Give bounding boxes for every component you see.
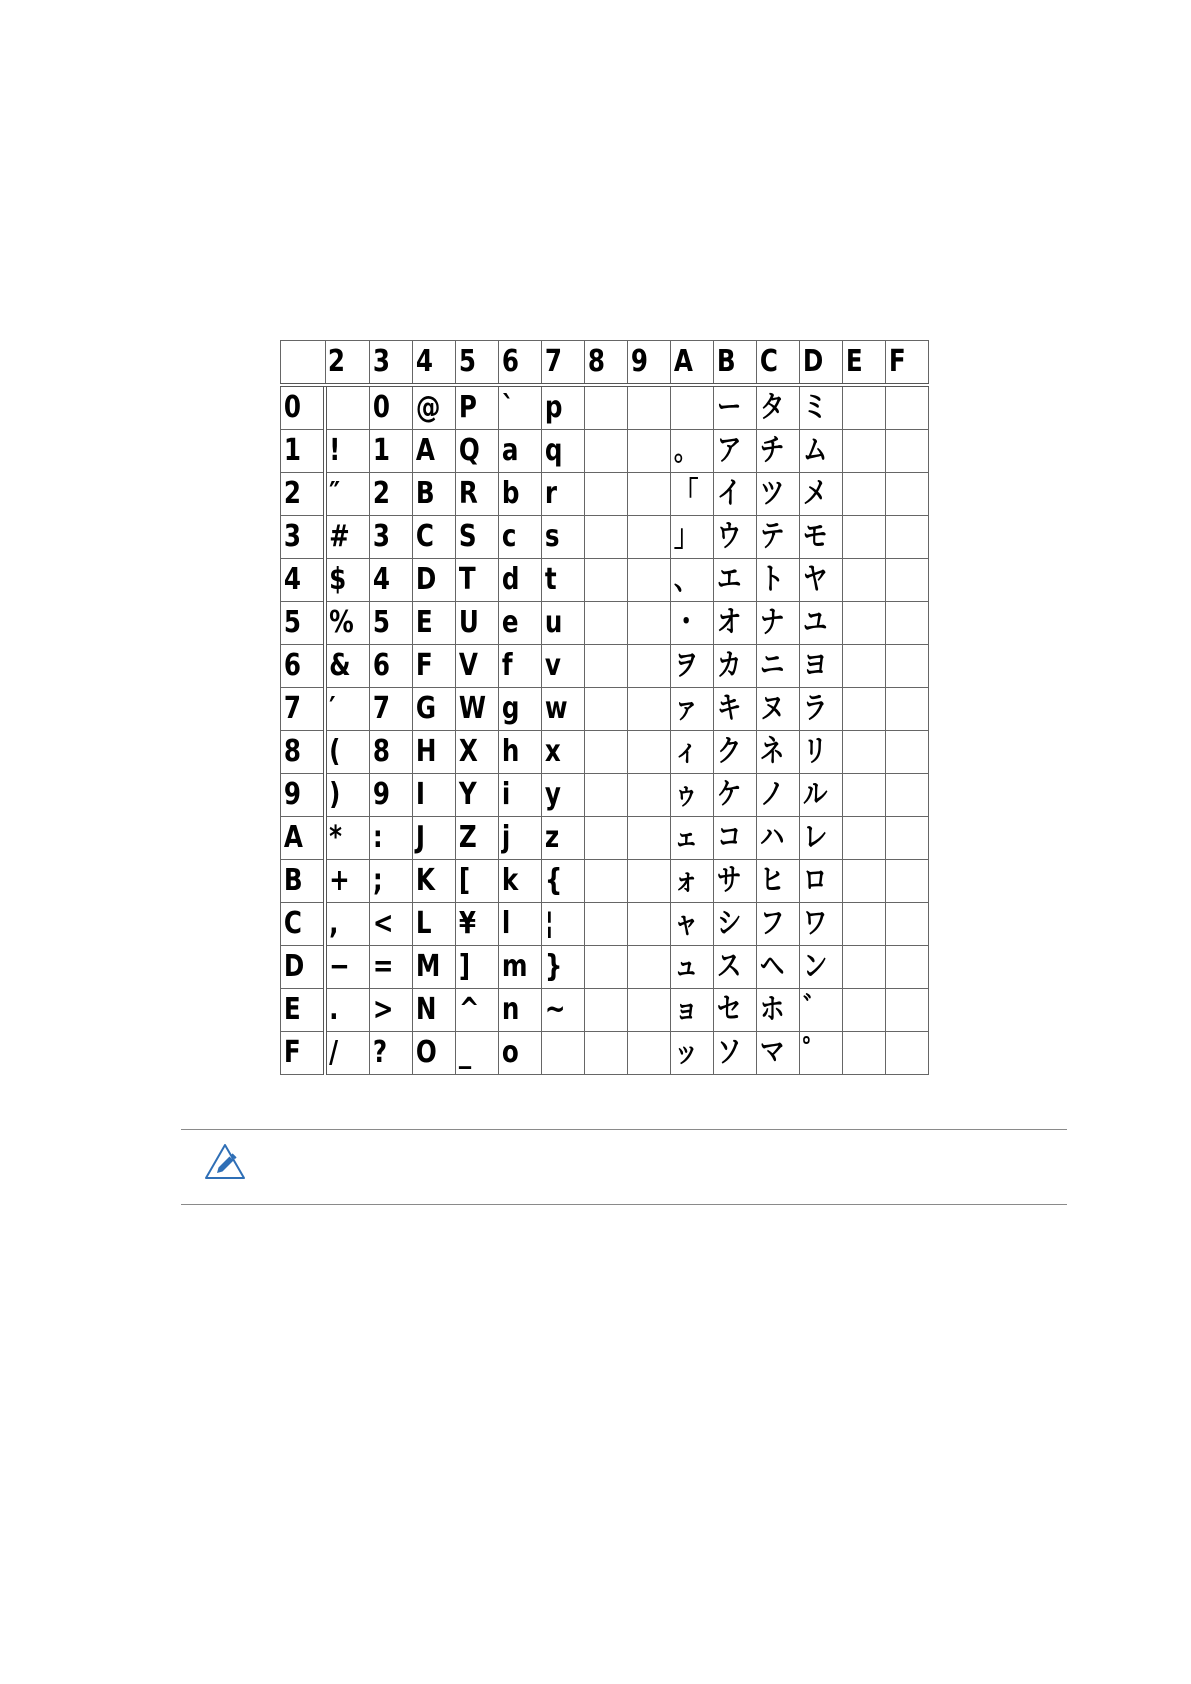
char-cell: ユ <box>800 602 835 645</box>
char-cell: ¥ <box>456 903 491 946</box>
char-cell: k <box>499 860 534 903</box>
char-cell: テ <box>757 516 792 559</box>
char-cell: ー <box>714 385 749 430</box>
table-row <box>281 516 929 559</box>
row-header: B <box>281 860 317 903</box>
char-cell: 5 <box>370 602 405 645</box>
char-cell: M <box>413 946 448 989</box>
char-cell: 9 <box>370 774 405 817</box>
char-cell: f <box>499 645 534 688</box>
pencil-note-icon <box>203 1142 247 1182</box>
char-cell: Z <box>456 817 491 860</box>
char-cell <box>628 516 663 559</box>
char-cell <box>585 731 620 774</box>
char-cell: n <box>499 989 534 1032</box>
table-row <box>281 645 929 688</box>
char-cell <box>843 430 878 473</box>
table-row <box>281 860 929 903</box>
char-cell: x <box>542 731 577 774</box>
char-cell: ′ <box>325 688 361 731</box>
char-cell: ? <box>370 1032 405 1075</box>
char-cell: − <box>325 946 361 989</box>
char-cell: ″ <box>325 473 361 516</box>
char-cell: b <box>499 473 534 516</box>
char-cell: ゥ <box>671 774 706 817</box>
char-cell: h <box>499 731 534 774</box>
char-cell: L <box>413 903 448 946</box>
char-cell <box>585 774 620 817</box>
table-row <box>281 817 929 860</box>
char-cell: A <box>413 430 448 473</box>
char-cell <box>886 1032 921 1075</box>
char-cell: ス <box>714 946 749 989</box>
char-cell: V <box>456 645 491 688</box>
char-cell: p <box>542 385 577 430</box>
char-cell: q <box>542 430 577 473</box>
char-cell <box>325 385 361 430</box>
char-cell: ¦ <box>542 903 577 946</box>
char-cell: . <box>325 989 361 1032</box>
char-cell: w <box>542 688 577 731</box>
char-cell <box>886 688 921 731</box>
char-cell <box>886 602 921 645</box>
char-cell <box>843 903 878 946</box>
char-cell: e <box>499 602 534 645</box>
char-cell <box>843 559 878 602</box>
char-cell: シ <box>714 903 749 946</box>
char-cell: オ <box>714 602 749 645</box>
column-header: 9 <box>628 341 663 386</box>
char-cell: 4 <box>370 559 405 602</box>
char-cell: H <box>413 731 448 774</box>
table-row <box>281 731 929 774</box>
table-row <box>281 989 929 1032</box>
char-cell <box>886 385 921 430</box>
char-cell: % <box>325 602 361 645</box>
char-cell <box>585 516 620 559</box>
char-cell: ャ <box>671 903 706 946</box>
row-header: 5 <box>281 602 317 645</box>
char-cell: a <box>499 430 534 473</box>
char-cell: ン <box>800 946 835 989</box>
char-cell <box>886 817 921 860</box>
table-row <box>281 946 929 989</box>
char-cell <box>886 774 921 817</box>
char-cell: メ <box>800 473 835 516</box>
char-cell: 7 <box>370 688 405 731</box>
char-cell: t <box>542 559 577 602</box>
char-cell: s <box>542 516 577 559</box>
row-header: 1 <box>281 430 317 473</box>
char-cell: = <box>370 946 405 989</box>
char-cell: v <box>542 645 577 688</box>
row-header: 7 <box>281 688 317 731</box>
char-cell: o <box>499 1032 534 1075</box>
char-cell <box>628 430 663 473</box>
char-cell: ォ <box>671 860 706 903</box>
char-cell: リ <box>800 731 835 774</box>
char-cell: ` <box>499 385 534 430</box>
char-cell: ・ <box>671 602 706 645</box>
char-cell <box>886 860 921 903</box>
char-cell: c <box>499 516 534 559</box>
char-cell: セ <box>714 989 749 1032</box>
char-cell: y <box>542 774 577 817</box>
char-cell: ; <box>370 860 405 903</box>
char-cell: ニ <box>757 645 792 688</box>
char-cell: : <box>370 817 405 860</box>
char-cell <box>886 559 921 602</box>
char-cell: サ <box>714 860 749 903</box>
char-cell: ヨ <box>800 645 835 688</box>
char-cell: ヒ <box>757 860 792 903</box>
row-header: 3 <box>281 516 317 559</box>
char-cell: ネ <box>757 731 792 774</box>
char-cell: u <box>542 602 577 645</box>
char-cell <box>585 946 620 989</box>
char-cell <box>843 645 878 688</box>
column-header: F <box>886 341 921 386</box>
char-cell: 」 <box>671 516 706 559</box>
char-cell: , <box>325 903 361 946</box>
char-cell: ラ <box>800 688 835 731</box>
char-cell: G <box>413 688 448 731</box>
char-cell <box>585 559 620 602</box>
char-cell: } <box>542 946 577 989</box>
char-cell: エ <box>714 559 749 602</box>
table-row <box>281 602 929 645</box>
char-cell <box>843 731 878 774</box>
table-row <box>281 1032 929 1075</box>
char-cell <box>886 645 921 688</box>
char-cell: @ <box>413 385 448 430</box>
char-cell: ハ <box>757 817 792 860</box>
char-cell: X <box>456 731 491 774</box>
char-cell <box>628 559 663 602</box>
char-cell: S <box>456 516 491 559</box>
char-cell: U <box>456 602 491 645</box>
char-cell: チ <box>757 430 792 473</box>
char-cell: 2 <box>370 473 405 516</box>
column-header: 5 <box>456 341 491 386</box>
row-header: 8 <box>281 731 317 774</box>
char-cell: m <box>499 946 534 989</box>
row-header: 6 <box>281 645 317 688</box>
char-cell <box>628 946 663 989</box>
row-header: 4 <box>281 559 317 602</box>
char-cell <box>585 645 620 688</box>
char-cell <box>843 946 878 989</box>
char-cell: # <box>325 516 361 559</box>
char-cell: T <box>456 559 491 602</box>
char-cell: $ <box>325 559 361 602</box>
char-cell: J <box>413 817 448 860</box>
char-cell: F <box>413 645 448 688</box>
char-cell <box>585 817 620 860</box>
char-cell: イ <box>714 473 749 516</box>
char-cell: マ <box>757 1032 792 1075</box>
char-cell: ) <box>325 774 361 817</box>
char-cell <box>628 731 663 774</box>
column-header: C <box>757 341 792 386</box>
column-header: 3 <box>370 341 405 386</box>
char-cell <box>628 688 663 731</box>
char-cell: 。 <box>671 430 706 473</box>
char-cell: O <box>413 1032 448 1075</box>
char-cell <box>628 385 663 430</box>
char-cell <box>585 385 620 430</box>
column-header: E <box>843 341 878 386</box>
char-cell: N <box>413 989 448 1032</box>
table-row <box>281 385 929 430</box>
char-cell <box>843 774 878 817</box>
row-header: 2 <box>281 473 317 516</box>
char-cell <box>585 1032 620 1075</box>
char-cell: カ <box>714 645 749 688</box>
char-cell <box>886 903 921 946</box>
char-cell: 3 <box>370 516 405 559</box>
column-header: B <box>714 341 749 386</box>
char-cell <box>886 946 921 989</box>
column-header: 7 <box>542 341 577 386</box>
char-cell <box>585 903 620 946</box>
row-header: D <box>281 946 317 989</box>
char-cell <box>628 860 663 903</box>
char-cell <box>628 1032 663 1075</box>
char-cell: ッ <box>671 1032 706 1075</box>
char-cell: ェ <box>671 817 706 860</box>
char-cell: 「 <box>671 473 706 516</box>
character-code-table <box>280 340 929 1075</box>
char-cell: j <box>499 817 534 860</box>
char-cell: D <box>413 559 448 602</box>
char-cell <box>886 989 921 1032</box>
char-cell: / <box>325 1032 361 1075</box>
char-cell: ィ <box>671 731 706 774</box>
char-cell: 0 <box>370 385 405 430</box>
char-cell <box>843 989 878 1032</box>
char-cell: 1 <box>370 430 405 473</box>
column-header: 2 <box>325 341 361 386</box>
char-cell: * <box>325 817 361 860</box>
char-cell: ロ <box>800 860 835 903</box>
char-cell: P <box>456 385 491 430</box>
column-header: 4 <box>413 341 448 386</box>
char-cell <box>843 473 878 516</box>
char-cell <box>628 989 663 1032</box>
char-cell <box>628 774 663 817</box>
char-cell <box>886 430 921 473</box>
row-header: C <box>281 903 317 946</box>
char-cell <box>843 688 878 731</box>
char-cell <box>843 602 878 645</box>
char-cell <box>628 473 663 516</box>
char-cell: ウ <box>714 516 749 559</box>
header-row <box>281 341 929 386</box>
row-header: E <box>281 989 317 1032</box>
char-cell: ケ <box>714 774 749 817</box>
char-cell: [ <box>456 860 491 903</box>
char-cell: 8 <box>370 731 405 774</box>
char-cell: レ <box>800 817 835 860</box>
char-cell: K <box>413 860 448 903</box>
char-cell: ホ <box>757 989 792 1032</box>
char-cell: > <box>370 989 405 1032</box>
row-header: 9 <box>281 774 317 817</box>
char-cell <box>585 688 620 731</box>
char-cell: ク <box>714 731 749 774</box>
char-cell: 、 <box>671 559 706 602</box>
char-cell <box>886 473 921 516</box>
row-header: 0 <box>281 385 317 430</box>
char-cell: _ <box>456 1032 491 1075</box>
char-cell: d <box>499 559 534 602</box>
table-row <box>281 559 929 602</box>
char-cell: キ <box>714 688 749 731</box>
char-cell: ヲ <box>671 645 706 688</box>
char-cell: ム <box>800 430 835 473</box>
char-cell: l <box>499 903 534 946</box>
char-cell <box>628 602 663 645</box>
char-cell: & <box>325 645 361 688</box>
char-cell: + <box>325 860 361 903</box>
char-cell: ~ <box>542 989 577 1032</box>
char-cell <box>585 602 620 645</box>
char-cell <box>628 903 663 946</box>
char-cell: ヘ <box>757 946 792 989</box>
char-cell: Q <box>456 430 491 473</box>
char-cell: i <box>499 774 534 817</box>
char-cell <box>628 817 663 860</box>
note-box <box>181 1129 1067 1205</box>
table-row <box>281 688 929 731</box>
char-cell <box>843 516 878 559</box>
char-cell: ^ <box>456 989 491 1032</box>
char-cell: フ <box>757 903 792 946</box>
char-cell: B <box>413 473 448 516</box>
char-cell: R <box>456 473 491 516</box>
row-header: A <box>281 817 317 860</box>
table-row <box>281 473 929 516</box>
char-cell <box>628 645 663 688</box>
char-cell: モ <box>800 516 835 559</box>
char-cell <box>886 731 921 774</box>
char-cell: ゜ <box>800 1032 835 1075</box>
char-cell <box>886 516 921 559</box>
char-cell: コ <box>714 817 749 860</box>
char-cell: E <box>413 602 448 645</box>
char-cell: ル <box>800 774 835 817</box>
char-cell <box>585 473 620 516</box>
char-cell <box>843 860 878 903</box>
table-row <box>281 774 929 817</box>
char-cell <box>671 385 706 430</box>
row-header: F <box>281 1032 317 1075</box>
char-cell: z <box>542 817 577 860</box>
char-cell: ァ <box>671 688 706 731</box>
char-cell: 6 <box>370 645 405 688</box>
char-cell: Y <box>456 774 491 817</box>
char-cell: ] <box>456 946 491 989</box>
char-cell: r <box>542 473 577 516</box>
column-header: 8 <box>585 341 620 386</box>
char-cell: ワ <box>800 903 835 946</box>
char-cell: g <box>499 688 534 731</box>
char-cell <box>585 430 620 473</box>
char-cell: ノ <box>757 774 792 817</box>
char-cell <box>843 385 878 430</box>
char-cell: ト <box>757 559 792 602</box>
char-cell: ヤ <box>800 559 835 602</box>
char-cell: ュ <box>671 946 706 989</box>
char-cell: ゛ <box>800 989 835 1032</box>
char-cell: ツ <box>757 473 792 516</box>
char-cell: I <box>413 774 448 817</box>
corner-cell <box>281 341 317 386</box>
column-header: 6 <box>499 341 534 386</box>
char-cell: ヌ <box>757 688 792 731</box>
column-header: D <box>800 341 835 386</box>
table-row <box>281 430 929 473</box>
char-cell <box>585 860 620 903</box>
char-cell <box>585 989 620 1032</box>
char-cell: タ <box>757 385 792 430</box>
char-cell: ナ <box>757 602 792 645</box>
char-cell <box>843 1032 878 1075</box>
char-cell: W <box>456 688 491 731</box>
char-cell: ア <box>714 430 749 473</box>
char-cell: { <box>542 860 577 903</box>
char-cell: ( <box>325 731 361 774</box>
char-cell: C <box>413 516 448 559</box>
char-cell: < <box>370 903 405 946</box>
char-cell: ョ <box>671 989 706 1032</box>
char-cell <box>843 817 878 860</box>
column-header: A <box>671 341 706 386</box>
char-cell: ソ <box>714 1032 749 1075</box>
char-cell <box>542 1032 577 1075</box>
table-row <box>281 903 929 946</box>
char-cell: ! <box>325 430 361 473</box>
char-cell: ミ <box>800 385 835 430</box>
